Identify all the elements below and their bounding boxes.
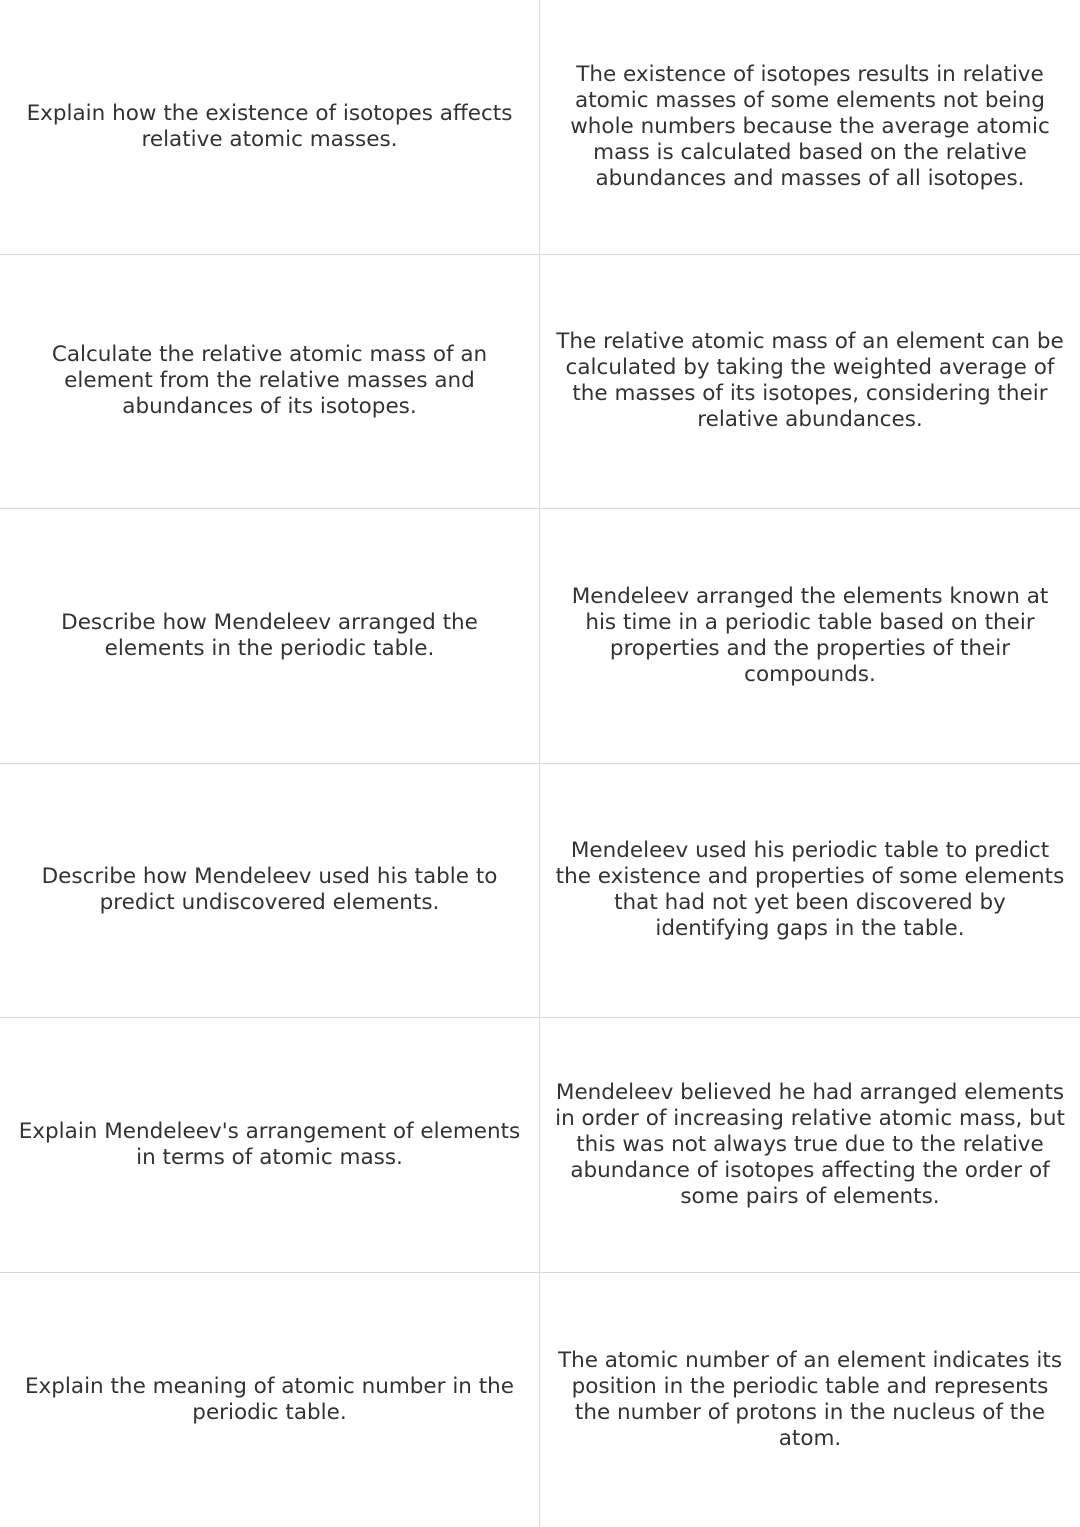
flashcard-term: Describe how Mendeleev arranged the elements in the periodic table. (0, 509, 540, 764)
flashcard-term: Explain the meaning of atomic number in the periodic table. (0, 1273, 540, 1527)
flashcard-term: Explain how the existence of isotopes affects relative atomic masses. (0, 0, 540, 255)
flashcard-term: Calculate the relative atomic mass of an element from the relative masses and abundances of its isotopes. (0, 255, 540, 510)
flashcard-definition: The relative atomic mass of an element can be calculated by taking the weighted average of the masses of its isotopes, considering their relative abundances. (540, 255, 1080, 510)
flashcard-definition: The atomic number of an element indicates its position in the periodic table and represents the number of protons in the nucleus of the atom. (557, 1347, 1063, 1451)
flashcard-definition: The existence of isotopes results in relative atomic masses of some elements not being whole numbers because the average atomic mass is calculated based on the relative abundances and masses of all isotopes. (540, 0, 1080, 255)
flashcard-definition: Mendeleev used his periodic table to predict the existence and properties of some elements that had not yet been discovered by identifying gaps in the table. (540, 764, 1080, 1019)
flashcard-definition: Mendeleev believed he had arranged elements in order of increasing relative atomic mass, but this was not always true due to the relative abundance of isotopes affecting the order of some pairs of elements. (540, 1018, 1080, 1273)
flashcard-term: Explain Mendeleev's arrangement of elements in terms of atomic mass. (0, 1018, 540, 1273)
flashcard-term: Describe how Mendeleev used his table to predict undiscovered elements. (0, 764, 540, 1019)
flashcard-definition: Mendeleev arranged the elements known at his time in a periodic table based on their properties and the properties of their compounds. (540, 509, 1080, 764)
